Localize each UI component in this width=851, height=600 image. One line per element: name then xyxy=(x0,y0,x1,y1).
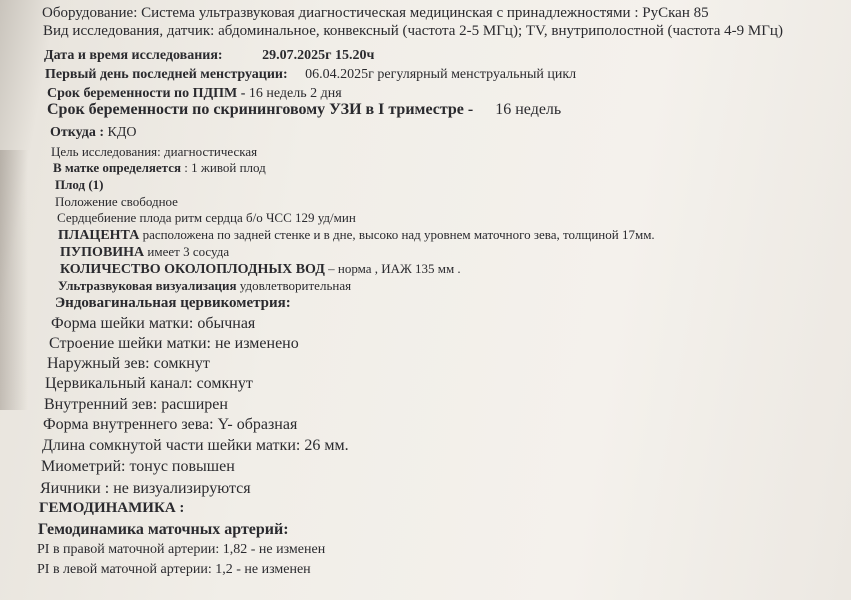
placenta-value: расположена по задней стенке и в дне, высоко над уровнем маточного зева, толщиной 17мм. xyxy=(142,227,655,242)
placenta-label: ПЛАЦЕНТА xyxy=(58,228,140,243)
equipment-line: Оборудование: Система ультразвуковая диагностическая медицинская с принадлежностями : РуСкан 85 xyxy=(42,5,709,21)
visualization-value: удовлетворительная xyxy=(239,278,352,293)
visualization-line xyxy=(58,279,351,292)
amniotic-fluid-value: – норма , ИАЖ 135 мм . xyxy=(328,261,461,276)
left-artery-pi-line: PI в левой маточной артерии: 1,2 - не изменен xyxy=(37,562,311,577)
uterus-content-value: : 1 живой плод xyxy=(184,160,266,175)
internal-os-shape-line: Форма внутреннего зева: Y- образная xyxy=(43,416,298,433)
amniotic-fluid-line xyxy=(60,262,461,277)
exam-purpose-line: Цель исследования: диагностическая xyxy=(51,144,258,159)
ovaries-line: Яичники : не визуализируются xyxy=(40,480,251,497)
cervicometry-heading: Эндовагинальная цервикометрия: xyxy=(55,295,291,311)
gestation-pdpm-line xyxy=(47,87,342,101)
cervix-shape-line: Форма шейки матки: обычная xyxy=(51,315,256,332)
exam-date-line xyxy=(44,49,374,63)
umbilical-cord-value: имеет 3 сосуда xyxy=(147,244,230,259)
gestation-pdpm-value: 16 недель 2 дня xyxy=(248,86,342,101)
referral-line xyxy=(50,126,137,140)
last-menstruation-label: Первый день последней менструации: xyxy=(45,67,288,82)
internal-os-line: Внутренний зев: расширен xyxy=(44,396,228,413)
amniotic-fluid-label: КОЛИЧЕСТВО ОКОЛОПЛОДНЫХ ВОД xyxy=(60,262,325,277)
fetus-position-line: Положение свободное xyxy=(55,194,178,209)
last-menstruation-value: 06.04.2025г регулярный менструальный цикл xyxy=(305,67,577,82)
placenta-line xyxy=(58,228,655,243)
referral-value: КДО xyxy=(107,125,137,140)
hemodynamics-heading: ГЕМОДИНАМИКА : xyxy=(39,500,185,516)
referral-label: Откуда : xyxy=(50,125,104,140)
gestation-screening-value: 16 недель xyxy=(495,101,562,118)
fetus-heading: Плод (1) xyxy=(55,177,104,192)
gestation-screening-label: Срок беременности по скрининговому УЗИ в I триместре - xyxy=(47,101,474,118)
umbilical-cord-label: ПУПОВИНА xyxy=(60,245,145,260)
external-os-line: Наружный зев: сомкнут xyxy=(47,355,210,372)
page-shadow xyxy=(0,150,28,410)
exam-type-line: Вид исследования, датчик: абдоминальное, конвексный (частота 2-5 МГц); TV, внутриполостной (частота 4-9 МГц) xyxy=(43,23,783,39)
uterus-content-label: В матке определяется xyxy=(53,160,182,175)
cervical-canal-line: Цервикальный канал: сомкнут xyxy=(45,375,253,392)
right-artery-pi-line: PI в правой маточной артерии: 1,82 - не изменен xyxy=(37,542,326,557)
exam-date-value: 29.07.2025г 15.20ч xyxy=(262,48,375,63)
cervix-structure-line: Строение шейки матки: не изменено xyxy=(49,335,299,352)
myometrium-line: Миометрий: тонус повышен xyxy=(41,458,235,475)
umbilical-cord-line xyxy=(60,245,229,260)
gestation-pdpm-label: Срок беременности по ПДПМ - xyxy=(47,86,246,101)
visualization-label: Ультразвуковая визуализация xyxy=(58,278,237,293)
uterine-arteries-heading: Гемодинамика маточных артерий: xyxy=(38,521,289,538)
uterus-content-line xyxy=(53,161,266,174)
last-menstruation-line xyxy=(45,68,576,82)
exam-date-label: Дата и время исследования: xyxy=(44,48,223,63)
gestation-screening-line xyxy=(47,102,561,118)
fetal-heartbeat-line: Сердцебиение плода ритм сердца б/о ЧСС 129 уд/мин xyxy=(57,210,356,225)
cervix-length-line: Длина сомкнутой части шейки матки: 26 мм. xyxy=(42,437,349,454)
